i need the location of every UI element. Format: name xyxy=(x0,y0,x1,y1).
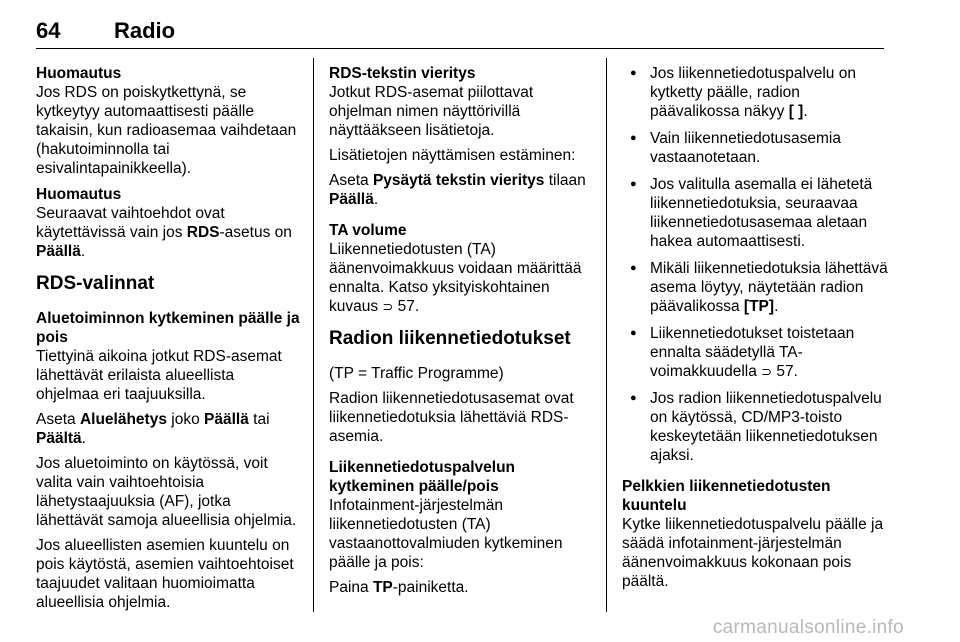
paragraph: Tiettyinä aikoina jotkut RDS-asemat lähettävät erilaista alueellista ohjelmaa eri taajuuksilla. xyxy=(36,348,282,403)
column-1 xyxy=(36,64,301,618)
page-number: 64 xyxy=(36,18,61,43)
column-2 xyxy=(329,64,595,603)
note-body: Seuraavat vaihtoehdot ovat käytettävissä vain jos RDS-asetus on Päällä. xyxy=(36,205,292,260)
header-rule xyxy=(36,48,884,49)
section-heading: RDS-valinnat xyxy=(36,273,155,294)
note-title: Huomautus xyxy=(36,186,122,203)
list-item: ● Mikäli liikennetiedotuksia lähettävä asema löytyy, näytetään radion päävalikossa [TP]. xyxy=(622,259,888,316)
cross-reference-icon: ⊃ xyxy=(761,364,773,379)
subsection-heading: Aluetoiminnon kytkeminen päälle ja pois xyxy=(36,310,300,346)
subsection-heading: TA volume xyxy=(329,222,407,239)
note-body: Jos RDS on poiskytkettynä, se kytkeytyy automaattisesti päälle takaisin, kun radioasemaa vaihdetaan (hakutoiminnolla tai esivalintapainikkeella). xyxy=(36,84,297,177)
subsection-heading: Pelkkien liikennetiedotusten kuuntelu xyxy=(622,478,831,514)
column-divider-2 xyxy=(606,58,607,612)
cross-reference-icon: ⊃ xyxy=(382,299,394,314)
paragraph: Jos aluetoiminto on käytössä, voit valita vain vaihtoehtoisia lähetystaajuuksia (AF), jotka lähettävät samoja alueellisia ohjelmia. xyxy=(36,455,297,529)
paragraph: Aseta Aluelähetys joko Päällä tai Päältä. xyxy=(36,411,270,447)
bullet-list xyxy=(622,64,888,465)
section-title: Radio xyxy=(114,18,176,43)
paragraph: Paina TP-painiketta. xyxy=(329,579,469,596)
paragraph: Aseta Pysäytä tekstin vieritys tilaan Päällä. xyxy=(329,172,586,208)
list-item: ● Vain liikennetiedotusasemia vastaanotetaan. xyxy=(622,129,888,167)
column-3 xyxy=(622,64,888,597)
list-item: ● Jos radion liikennetiedotuspalvelu on käytössä, CD/MP3-toisto keskeytetään liikennetiedotuksen ajaksi. xyxy=(622,389,888,465)
paragraph: (TP = Traffic Programme) xyxy=(329,365,504,382)
paragraph: Lisätietojen näyttämisen estäminen: xyxy=(329,147,576,164)
list-item: ● Jos valitulla asemalla ei lähetetä liikennetiedotuksia, seuraavaa liikennetiedotusasemaa aletaan hakea automaattisesti. xyxy=(622,175,888,251)
section-heading: Radion liikennetiedotukset xyxy=(329,328,571,349)
paragraph: Kytke liikennetiedotuspalvelu päälle ja säädä infotainment-järjestelmän äänenvoimakkuus kokonaan pois päältä. xyxy=(622,516,884,590)
paragraph: Radion liikennetiedotusasemat ovat liikennetiedotuksia lähettäviä RDS-asemia. xyxy=(329,390,574,445)
paragraph: Liikennetiedotusten (TA) äänenvoimakkuus voidaan määrittää ennalta. Katso yksityiskohtainen kuvaus ⊃ 57. xyxy=(329,241,582,315)
subsection-heading: Liikennetiedotuspalvelun kytkeminen päälle/pois xyxy=(329,459,516,495)
page-header xyxy=(0,0,960,50)
column-divider-1 xyxy=(313,58,314,612)
paragraph: Jotkut RDS-asemat piilottavat ohjelman nimen näyttörivillä näyttääkseen lisätietoja. xyxy=(329,84,534,139)
paragraph: Jos alueellisten asemien kuuntelu on pois käytöstä, asemien vaihtoehtoiset taajuudet valitaan huomioimatta alueellisia ohjelmia. xyxy=(36,537,294,611)
list-item: ● Liikennetiedotukset toistetaan ennalta säädetyllä TA-voimakkuudella ⊃ 57. xyxy=(622,324,888,381)
paragraph: Infotainment-järjestelmän liikennetiedotusten (TA) vastaanottovalmiuden kytkeminen päälle ja pois: xyxy=(329,497,563,571)
note-title: Huomautus xyxy=(36,65,122,82)
watermark: carmanualsonline.info xyxy=(712,617,904,638)
list-item: ● Jos liikennetiedotuspalvelu on kytketty päälle, radion päävalikossa näkyy [ ]. xyxy=(622,64,888,121)
subsection-heading: RDS-tekstin vieritys xyxy=(329,65,476,82)
